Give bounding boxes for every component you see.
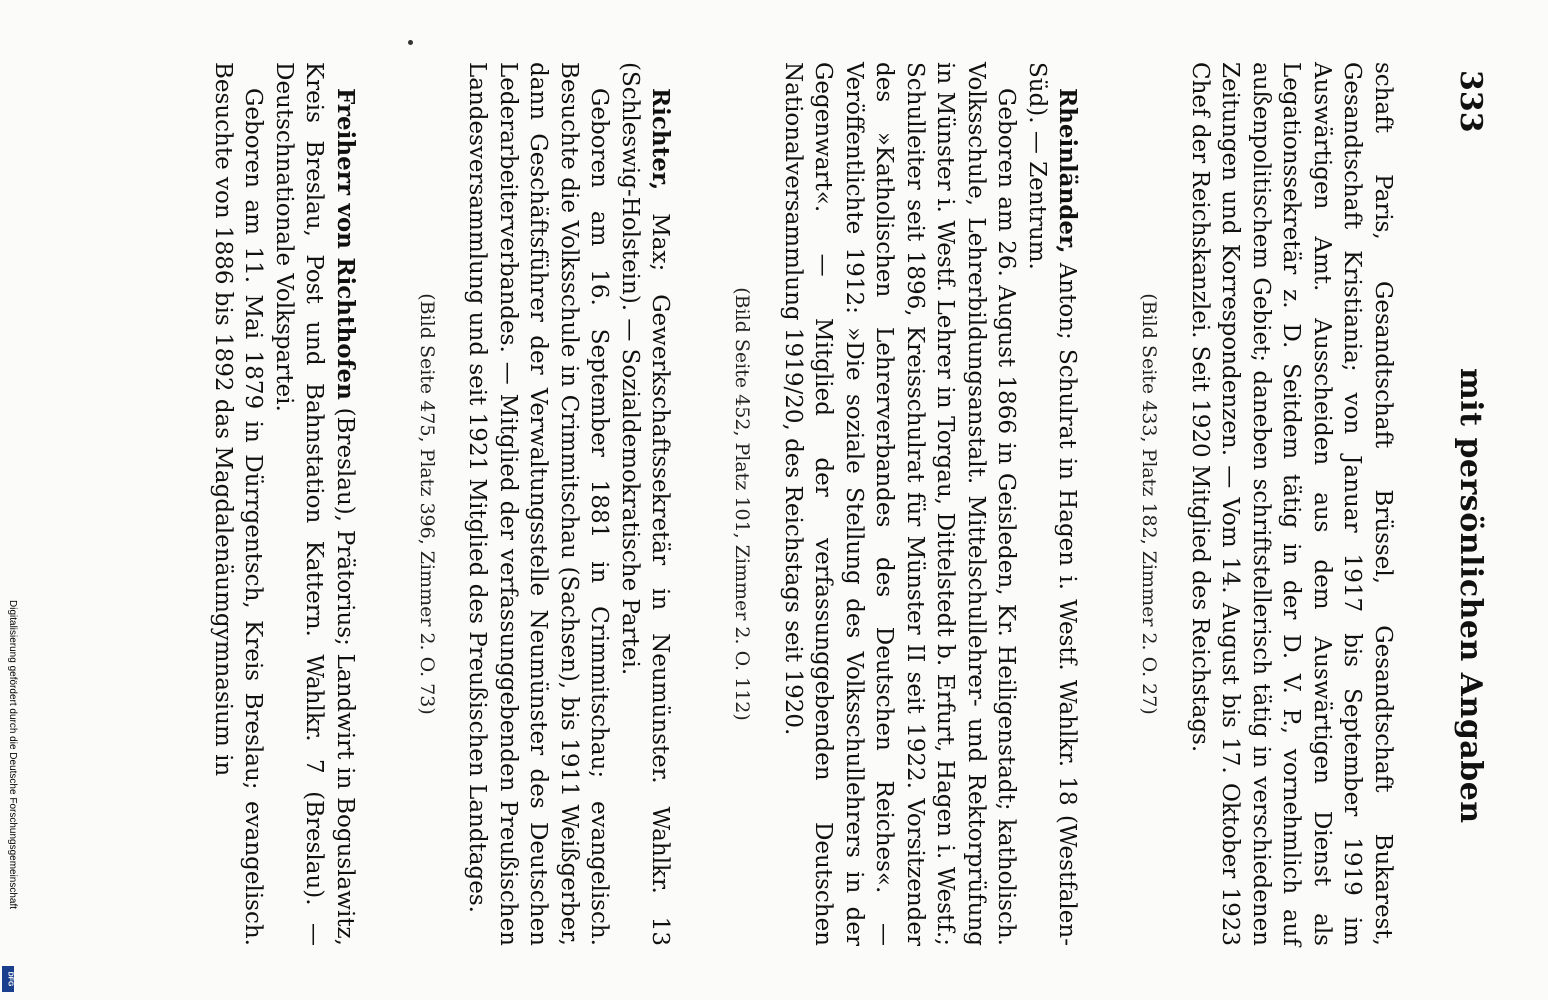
photo-reference: (Bild Seite 475, Platz 396, Zimmer 2. O. 73) (416, 293, 438, 715)
entry-name: Freiherr von Richthofen (332, 88, 359, 400)
entry-heading (615, 62, 676, 946)
entry-body: Geboren am 26. August 1866 in Geisleden, Kr. Heiligenstadt; katholisch. Volksschule, Lehrerbildungsanstalt. Mittelschullehrer- und Rektorprüfung in Münster i. Westf. Lehrer in Torgau, Dittelstedt b. Erfurt, Hagen i. Westf.; Schulleiter seit 1896, Kreisschulrat für Münster II seit 1922. Vorsitzender des »Katholischen Lehrerverbandes des Deutschen Reiches«. — Veröffentlichte 1912: »Die soziale Stellung des Volksschullehrers in der Gegenwart«. — Mitglied der verfassunggebenden Deutschen Nationalversammlung 1919/20, des Reichstags seit 1920. (780, 62, 1020, 946)
entry-heading (1022, 62, 1083, 946)
page-header (1448, 40, 1488, 1000)
entry-head-text: Max; Gewerkschaftssekretär in Neumünster. Wahlkr. 13 (Schleswig-Holstein). — Sozialdemokratische Partei. (617, 62, 674, 946)
biography-entry (414, 62, 676, 946)
continuation-paragraph: schaft Paris, Gesandtschaft Brüssel, Gesandtschaft Bukarest, Gesandtschaft Kristiania; von Januar 1917 bis September 1919 im Auswärtigen Amt. Ausscheiden aus dem Auswärtigen Dienst als Legationssekretär z. D. Seitdem tätig in der D. V. P., vornehmlich auf außenpolitischem Gebiet; daneben schriftstellerisch tätig in verschiedenen Zeitungen und Korrespondenzen. — Vom 14. August bis 17. Oktober 1923 Chef der Reichskanzlei. Seit 1920 Mitglied des Reichstags. (1187, 62, 1396, 946)
page-number: 333 (1453, 70, 1488, 133)
photo-reference: (Bild Seite 433, Platz 182, Zimmer 2. O. 27) (1138, 293, 1161, 715)
entry-heading (269, 62, 361, 946)
entry-head-text: (Breslau), Prätorius; Landwirt in Boguslawitz, Kreis Breslau, Post und Bahnstation Kattern. Wahlkr. 7 (Breslau). — Deutschnationale Volkspartei. (271, 62, 358, 946)
entry-head-text: Anton; Schulrat in Hagen i. Westf. Wahlkr. 18 (Westfalen-Süd). — Zentrum. (1024, 62, 1081, 946)
running-title: mit persönlichen Angaben (1453, 368, 1488, 824)
entry-name: Richter, (647, 88, 675, 191)
text-column (208, 62, 1399, 946)
digitization-credit-text: Digitalisierung gefördert durch die Deutsche Forschungsgemeinschaft (7, 600, 18, 910)
entry-body: Geboren am 16. September 1881 in Crimmitschau; evangelisch. Besuchte die Volksschule in Crimmitschau (Sachsen), bis 1911 Weißgerber, dann Geschäftsführer der Verwaltungsstelle Neumünster des Deutschen Lederarbeiterverbandes. — Mitglied der verfassunggebenden Preußischen Landesversammlung und seit 1921 Mitglied des Preußischen Landtages. (464, 62, 613, 946)
dfg-logo: DFG (2, 966, 14, 992)
entry-body: Geboren am 11. Mai 1879 in Dürrgentsch, Kreis Breslau; evangelisch. Besuchte von 1886 bis 1892 das Magdalenäumgymnasium in (210, 62, 267, 946)
biography-entry (730, 62, 1083, 946)
photo-reference: (Bild Seite 452, Platz 101, Zimmer 2. O. 112) (731, 287, 754, 721)
biography-entry (208, 62, 361, 946)
entry-name: Rheinländer, (1054, 88, 1082, 254)
